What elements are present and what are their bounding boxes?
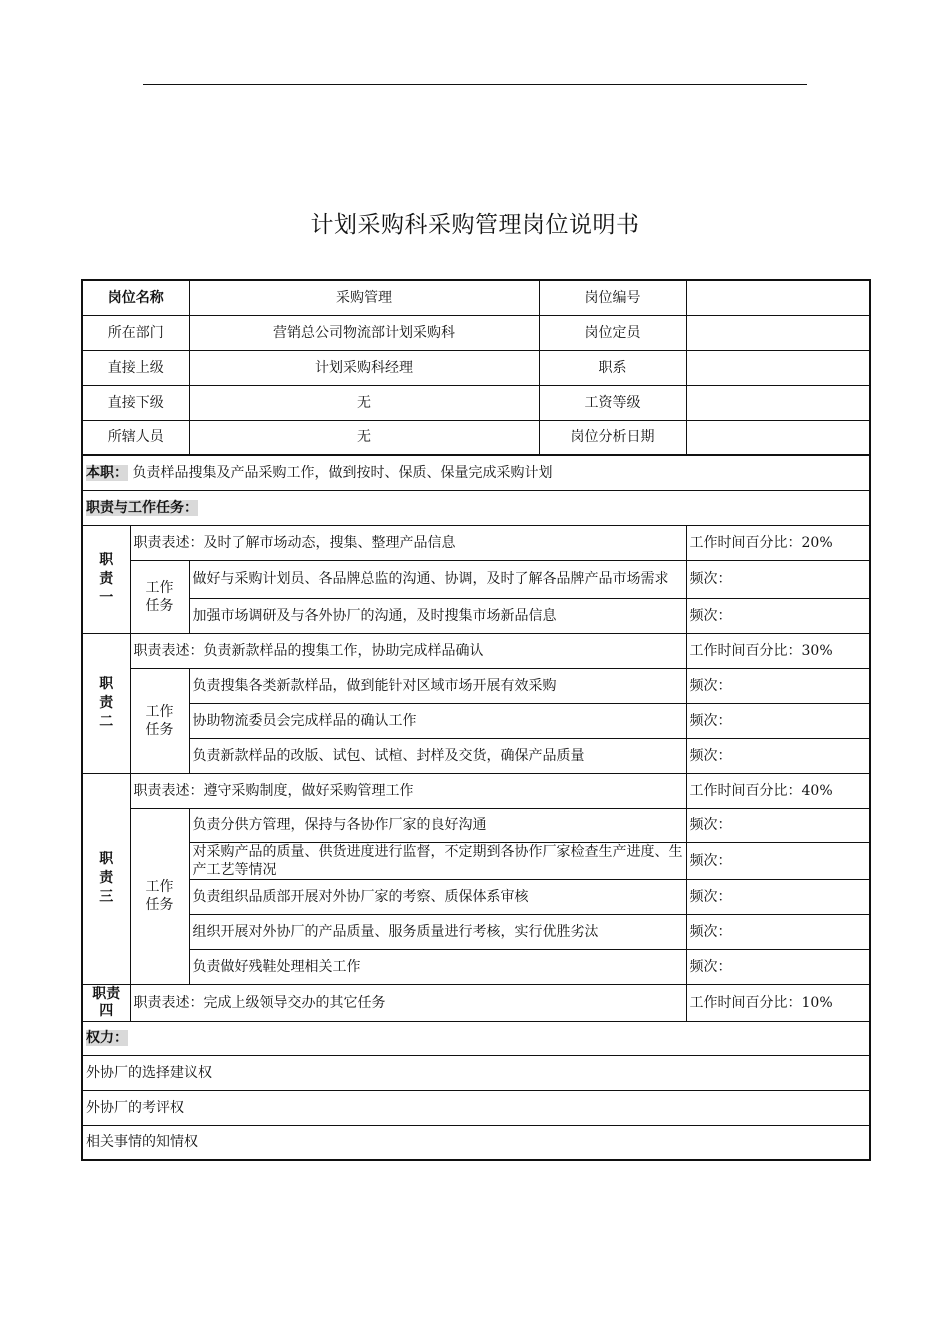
info-row-department [82,315,870,350]
label-salary-grade: 工资等级 [539,385,686,420]
value-position-code [686,280,870,315]
duty-label: 本职： [86,464,128,481]
value-supervisor: 计划采购科经理 [189,350,539,385]
responsibility-3-task-row [82,914,870,949]
responsibility-3-task-2-frequency: 频次： [686,842,870,879]
document-title: 计划采购科采购管理岗位说明书 [310,212,640,238]
label-supervisor: 直接上级 [82,350,189,385]
responsibility-3-description: 职责表述：遵守采购制度，做好采购管理工作 [130,773,686,808]
responsibility-3-description-row [82,773,870,808]
responsibility-4-description-row [82,984,870,1021]
responsibility-2-description-row [82,633,870,668]
responsibility-3-task-3-frequency: 频次： [686,879,870,914]
label-department: 所在部门 [82,315,189,350]
authority-row [82,1055,870,1090]
responsibility-3-task-1: 负责分供方管理，保持与各协作厂家的良好沟通 [189,808,686,842]
responsibility-2-task-3-frequency: 频次： [686,738,870,773]
responsibility-3-percent: 工作时间百分比：40% [686,773,870,808]
info-row-supervisor [82,350,870,385]
authority-heading: 权力： [86,1030,128,1046]
authority-item-1: 外协厂的选择建议权 [82,1055,870,1090]
responsibility-3-task-1-frequency: 频次： [686,808,870,842]
responsibilities-heading: 职责与工作任务： [86,499,198,516]
job-description-table [81,279,871,1161]
responsibility-4-description: 职责表述：完成上级领导交办的其它任务 [130,984,686,1021]
responsibility-1-description: 职责表述：及时了解市场动态，搜集、整理产品信息 [130,525,686,560]
value-salary-grade [686,385,870,420]
duty-text: 负责样品搜集及产品采购工作，做到按时、保质、保量完成采购计划 [132,464,553,481]
responsibility-2-label: 职 责 二 [82,633,130,773]
label-staff: 所辖人员 [82,420,189,455]
responsibility-3-task-label: 工作 任务 [130,808,189,984]
label-job-family: 职系 [539,350,686,385]
authority-item-3: 相关事情的知情权 [82,1125,870,1160]
responsibility-2-task-row [82,703,870,738]
responsibility-2-task-1: 负责搜集各类新款样品，做到能针对区域市场开展有效采购 [189,668,686,703]
info-row-subordinate [82,385,870,420]
duty-row [82,455,870,490]
responsibility-3-task-row [82,949,870,984]
responsibility-2-percent: 工作时间百分比：30% [686,633,870,668]
authority-heading-row [82,1021,870,1055]
responsibility-2-task-2: 协助物流委员会完成样品的确认工作 [189,703,686,738]
responsibility-1-task-1-frequency: 频次： [686,560,870,598]
responsibility-3-task-row [82,808,870,842]
responsibilities-heading-row [82,490,870,525]
responsibility-4-label: 职责 四 [82,984,130,1021]
responsibility-3-task-row [82,842,870,879]
responsibility-3-label: 职 责 三 [82,773,130,984]
responsibility-1-task-1: 做好与采购计划员、各品牌总监的沟通、协调，及时了解各品牌产品市场需求 [189,560,686,598]
authority-row [82,1090,870,1125]
value-staff: 无 [189,420,539,455]
info-row-position-name [82,280,870,315]
responsibility-1-task-label: 工作 任务 [130,560,189,633]
authority-item-2: 外协厂的考评权 [82,1090,870,1125]
responsibility-2-task-1-frequency: 频次： [686,668,870,703]
responsibility-3-task-5-frequency: 频次： [686,949,870,984]
responsibility-1-task-row [82,598,870,633]
responsibility-1-percent: 工作时间百分比：20% [686,525,870,560]
value-analysis-date [686,420,870,455]
info-row-staff [82,420,870,455]
label-position-name: 岗位名称 [82,280,189,315]
value-headcount [686,315,870,350]
responsibility-3-task-4-frequency: 频次： [686,914,870,949]
responsibility-3-task-4: 组织开展对外协厂的产品质量、服务质量进行考核，实行优胜劣汰 [189,914,686,949]
header-rule [143,84,807,85]
label-position-code: 岗位编号 [539,280,686,315]
value-position-name: 采购管理 [189,280,539,315]
responsibility-1-task-row [82,560,870,598]
responsibility-3-task-2: 对采购产品的质量、供货进度进行监督，不定期到各协作厂家检查生产进度、生产工艺等情况 [189,842,686,879]
value-subordinate: 无 [189,385,539,420]
responsibility-2-task-3: 负责新款样品的改版、试包、试楦、封样及交货，确保产品质量 [189,738,686,773]
value-department: 营销总公司物流部计划采购科 [189,315,539,350]
responsibility-2-task-label: 工作 任务 [130,668,189,773]
responsibility-3-task-row [82,879,870,914]
responsibility-2-task-row [82,738,870,773]
label-subordinate: 直接下级 [82,385,189,420]
responsibility-1-task-2: 加强市场调研及与各外协厂的沟通，及时搜集市场新品信息 [189,598,686,633]
value-job-family [686,350,870,385]
authority-row [82,1125,870,1160]
responsibility-2-task-row [82,668,870,703]
responsibility-2-task-2-frequency: 频次： [686,703,870,738]
responsibility-4-percent: 工作时间百分比：10% [686,984,870,1021]
responsibility-2-description: 职责表述：负责新款样品的搜集工作，协助完成样品确认 [130,633,686,668]
label-headcount: 岗位定员 [539,315,686,350]
label-analysis-date: 岗位分析日期 [539,420,686,455]
responsibility-1-description-row [82,525,870,560]
responsibility-1-label: 职 责 一 [82,525,130,633]
responsibility-3-task-5: 负责做好残鞋处理相关工作 [189,949,686,984]
responsibility-1-task-2-frequency: 频次： [686,598,870,633]
responsibility-3-task-3: 负责组织品质部开展对外协厂家的考察、质保体系审核 [189,879,686,914]
